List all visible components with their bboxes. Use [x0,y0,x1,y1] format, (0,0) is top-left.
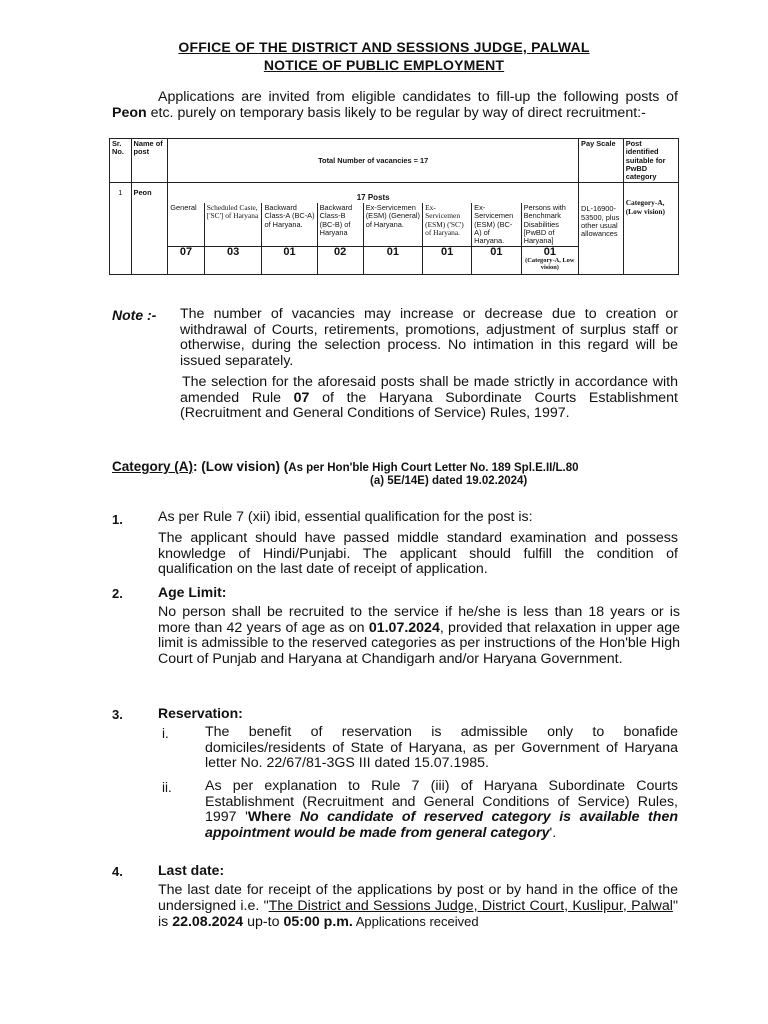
item-3-number: 3. [112,707,123,722]
item-1-lead: As per Rule 7 (xii) ibid, essential qualification for the post is: [158,509,533,525]
item-4-number: 4. [112,864,123,879]
count-esm-sc: 01 [423,247,472,275]
cat-bcb: Backward Class-B (BC-B) of Haryana [317,203,363,247]
cat-esm-general: Ex-Servicemen (ESM) (General) of Haryana. [363,203,422,247]
count-esm-bca: 01 [472,247,521,275]
count-pwbd: 01 [543,246,556,259]
count-esm-general: 01 [363,247,422,275]
category-reference: As per Hon'ble High Court Letter No. 189 Spl.E.II/L.80 [288,462,579,474]
count-bca: 01 [262,247,317,275]
cat-bca: Backward Class-A (BC-A) of Haryana. [262,203,317,247]
cat-esm-sc: Ex-Servicemen (ESM) ('SC') of Haryana. [423,203,472,247]
cat-sc: Scheduled Caste, ['SC'] of Haryana [204,203,262,247]
cat-general: General [168,203,204,247]
intro-paragraph: Applications are invited from eligible candidates to fill-up the following posts of Peon etc. purely on temporary basis likely to be regular by way of direct recruitment:- [112,89,678,121]
item-2-number: 2. [112,586,123,601]
note-label: Note :- [112,307,157,323]
item-1-body: The applicant should have passed middle standard examination and possess knowledge of Hindi/Punjabi. The applicant should fulfill the condition of qualification on the last date of receipt of application. [158,530,678,578]
note-paragraph-1: The number of vacancies may increase or decrease due to creation or withdrawal of Courts, retirements, promotions, adjustment of surplus staff or otherwise, during the selection process. No intimation in this regard will be issued separately. [180,306,678,369]
reservation-i-number: i. [162,726,169,741]
count-bcb: 02 [317,247,363,275]
vacancy-table [109,138,679,275]
posts-total: 17 Posts [168,183,579,203]
reservation-ii-text: As per explanation to Rule 7 (iii) of Haryana Subordinate Courts Establishment (Recruitment and General Conditions of Service) Rules, 1997 'Where No candidate of reserved category is available then appointment would be made from general category'. [205,778,678,841]
notice-title: NOTICE OF PUBLIC EMPLOYMENT [263,57,505,73]
count-general: 07 [168,247,204,275]
item-4-title: Last date: [158,862,225,878]
count-pwbd-note: (Category-A, Low vision) [525,256,575,271]
item-2-body: No person shall be recruited to the service if he/she is less than 18 years or is more than 42 years of age as on 01.07.2024, provided that relaxation in upper age limit is admissible to the reserved categories as per instructions of the Hon'ble High Court of Punjab and Haryana at Chandigarh and/or Haryana Government. [158,604,680,667]
office-title: OFFICE OF THE DISTRICT AND SESSIONS JUDGE, PALWAL [178,39,590,55]
item-3-title: Reservation: [158,705,243,721]
head-sr: Sr. No. [110,139,132,183]
count-pwbd-cell [521,247,578,275]
reservation-i-text: The benefit of reservation is admissible only to bonafide domiciles/residents of State of Haryana, as per Government of Haryana letter No. 22/67/81-3GS III dated 15.07.1985. [205,724,678,772]
pay-scale: DL-16900-53500, plus other usual allowances [579,183,624,275]
head-pwbd: Post identified suitable for PwBD category [623,139,678,183]
post-name: Peon [112,104,147,121]
office-address: The District and Sessions Judge, District Court, Kuslipur, Palwal [268,897,673,914]
item-2-title: Age Limit: [158,584,227,600]
note-paragraph-2: The selection for the aforesaid posts shall be made strictly in accordance with amended Rule 07 of the Haryana Subordinate Courts Establishment (Recruitment and General Conditions of Service) Rules, 1997. [180,374,678,422]
cat-pwbd: Persons with Benchmark Disabilities [PwBD of Haryana] [521,203,578,247]
pwbd-category: Category-A, (Low vision) [623,183,678,275]
cat-esm-bca: Ex-Servicemen (ESM) (BC-A) of Haryana. [472,203,521,247]
item-4-body: The last date for receipt of the applications by post or by hand in the office of the undersigned i.e. "The District and Sessions Judge, District Court, Kuslipur, Palwal" is 22.08.2024 up-to 05:00 p.m. Applications received [158,882,678,931]
reservation-ii-number: ii. [162,780,172,795]
category-reference-2: (a) 5E/14E) dated 19.02.2024) [370,475,528,487]
head-total: Total Number of vacancies = 17 [168,139,579,183]
row-post: Peon [131,183,168,275]
item-1-number: 1. [112,512,123,527]
category-heading: Category (A): (Low vision) (As per Hon'ble High Court Letter No. 189 Spl.E.II/L.80 [112,459,579,474]
row-sr: 1 [110,183,132,275]
count-sc: 03 [204,247,262,275]
head-pay: Pay Scale [579,139,624,183]
category-label: Category (A) [112,459,194,474]
head-post: Name of post [131,139,168,183]
